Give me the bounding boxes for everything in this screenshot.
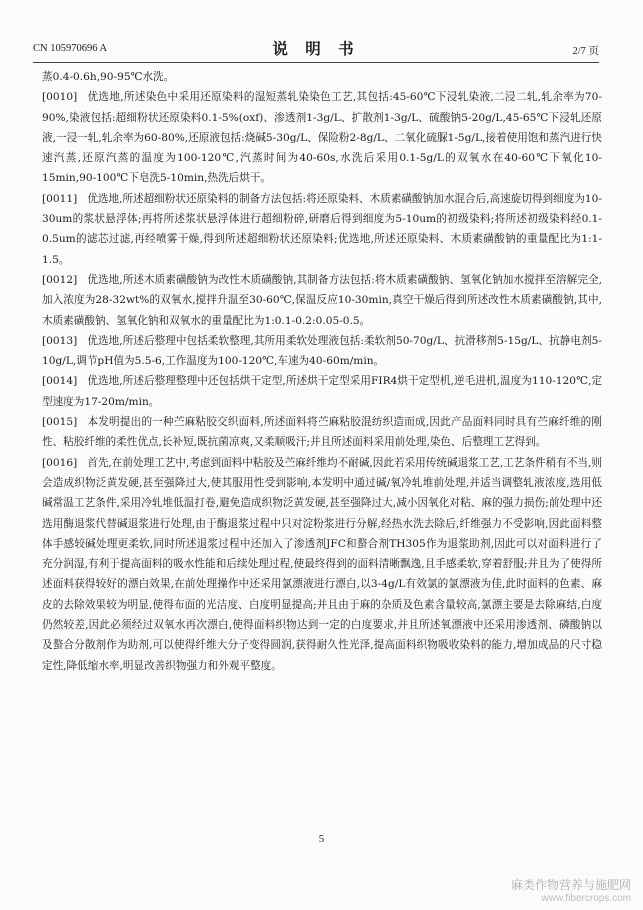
paragraph-text: 首先,在前处理工艺中,考虑到面料中粘胶及苎麻纤维均不耐碱,因此若采用传统碱退浆工艺,工艺条件稍有不当,则会造成织物泛黄发硬,甚至强降过大,使其服用性受到影响,本发明中通过碱/氧冷轧堆前处理,并适当调整轧液浓度,选用低碱常温工艺条件,采用冷轧堆低温打卷,避免造成织物泛黄发硬,甚至强降过大,减小因氧化对粘、麻的强力损伤;前处理中还选用酶退浆代替碱退浆进行处理,由于酶退浆过程中只对淀粉浆进行分解,经热水洗去除后,纤维强力不受影响,因此面料整体手感较碱处理更柔软,同时所述退浆过程中还加入了渗透剂JFC和螯合剂TH305作为退浆助剂,因此可以对面料进行了充分润湿,有利于提高面料的吸水性能和后续处理过程,使最终得到的面料清晰飘逸,且手感柔软,穿着舒服;并且为了使得所述面料获得较好的漂白效果,在前处理操作中还采用氯漂液进行漂白,以3-4g/L有效氯的氯漂液为佳,此时面料的色素、麻皮的去除效果较为明显,使得布面的光洁度、白度明显提高;并且由于麻的杂质及色素含量较高,氯漂主要是去除麻结,白度仍然较差,因此必须经过双氧水再次漂白,使得面料织物达到一定的白度要求,并且所述氧漂液中还采用渗透剂、磷酸钠以及螯合分散剂作为助剂,可以使得纤维大分子变得圆润,获得耐久性光泽,提高面料织物吸收染料的能力,增加成品的尺寸稳定性,降低缩水率,明显改善织物强力和外观平整度。: [42, 456, 602, 672]
document-title: 说 明 书: [272, 39, 360, 58]
paragraph-0014: [42, 371, 602, 412]
publication-number: CN 105970696 A: [33, 43, 108, 54]
page-count: 2/7 页: [572, 46, 599, 57]
page-number: 5: [318, 833, 325, 845]
watermark-name: 麻类作物营养与施肥网: [510, 878, 631, 892]
paragraph-number: [0010]: [42, 91, 78, 104]
paragraph-number: [0015]: [42, 416, 78, 429]
paragraph-number: [0013]: [42, 334, 78, 347]
paragraph-text: 优选地,所述超细粉状还原染料的制备方法包括:将还原染料、木质素磺酸钠加水混合后,高速旋切得到细度为10-30um的浆状悬浮体;再将所述浆状悬浮体进行超细粉碎,研磨后得到细度为5-10um的初级染料;将所述初级染料经0.1-0.5um的滤芯过滤,再经喷雾干燥,得到所述超细粉状还原染料;优选地,所述还原染料、木质素磺酸钠的重量配比为1:1-1.5。: [42, 192, 602, 266]
watermark: [511, 876, 631, 904]
paragraph-text: 优选地,所述木质素磺酸钠为改性木质磺酸钠,其制备方法包括:将木质素磺酸钠、氢氧化钠加水搅拌至溶解完全,加入浓度为28-32wt%的双氧水,搅拌升温至30-60℃,保温反应10-30min,真空干燥后得到所述改性木质素磺酸钠,其中,木质素磺酸钠、氢氧化钠和双氧水的重量配比为1:0.1-0.2:0.05-0.5。: [42, 273, 602, 327]
paragraph-number: [0011]: [42, 192, 78, 205]
watermark-url: www.fibercrops.com: [541, 893, 631, 904]
paragraph-text: 优选地,所述后整理整理中还包括烘干定型,所述烘干定型采用FIR4烘干定型机,逆毛进机,温度为110-120℃,定型速度为17-20m/min。: [42, 375, 602, 408]
paragraph-text: 蒸0.4-0.6h,90-95℃水洗。: [42, 71, 175, 83]
paragraph-continuation: [42, 67, 602, 87]
page-header: [33, 37, 599, 61]
document-body: [42, 67, 602, 676]
paragraph-text: 优选地,所述染色中采用还原染料的湿短蒸轧染染色工艺,其包括:45-60℃下浸轧染液,二浸二轧,轧余率为70-90%,染液包括:超细粉状还原染料0.1-5%(oxf)、渗透剂1-3g/L、扩散剂1-3g/L、硫酸钠5-20g/L,45-65℃下浸轧还原液,一浸一轧,轧余率为60-80%,还原液包括:烧碱5-30g/L、保险粉2-8g/L、二氧化硫脲1-5g/L,接着使用饱和蒸汽进行快速汽蒸,还原汽蒸的温度为100-120℃,汽蒸时间为40-60s,水洗后采用0.1-5g/L的双氧水在40-60℃下氧化10-15min,90-100℃下皂洗5-10min,热洗后烘干。: [42, 91, 602, 185]
paragraph-0016: [42, 453, 602, 676]
paragraph-number: [0016]: [42, 456, 78, 469]
paragraph-number: [0014]: [42, 375, 78, 388]
paragraph-0012: [42, 270, 602, 331]
paragraph-text: 优选地,所述后整理中包括柔软整理,其所用柔软处理液包括:柔软剂50-70g/L、抗滑移剂5-15g/L、抗静电剂5-10g/L,调节pH值为5.5-6,工作温度为100-120℃,车速为40-60m/min。: [42, 334, 602, 368]
paragraph-0013: [42, 331, 602, 372]
paragraph-text: 本发明提出的一种苎麻粘胶交织面料,所述面料将苎麻粘胶混纺织造而成,因此产品面料同时具有苎麻纤维的刚性、粘胶纤维的柔性优点,长补短,既抗菌凉爽,又柔顺吸汗;并且所述面料采用前处理,染色、后整理工艺得到。: [42, 416, 602, 449]
header-rule: [33, 62, 599, 63]
paragraph-0010: [42, 87, 602, 188]
paragraph-0015: [42, 412, 602, 453]
paragraph-0011: [42, 189, 602, 270]
paragraph-number: [0012]: [42, 273, 78, 286]
